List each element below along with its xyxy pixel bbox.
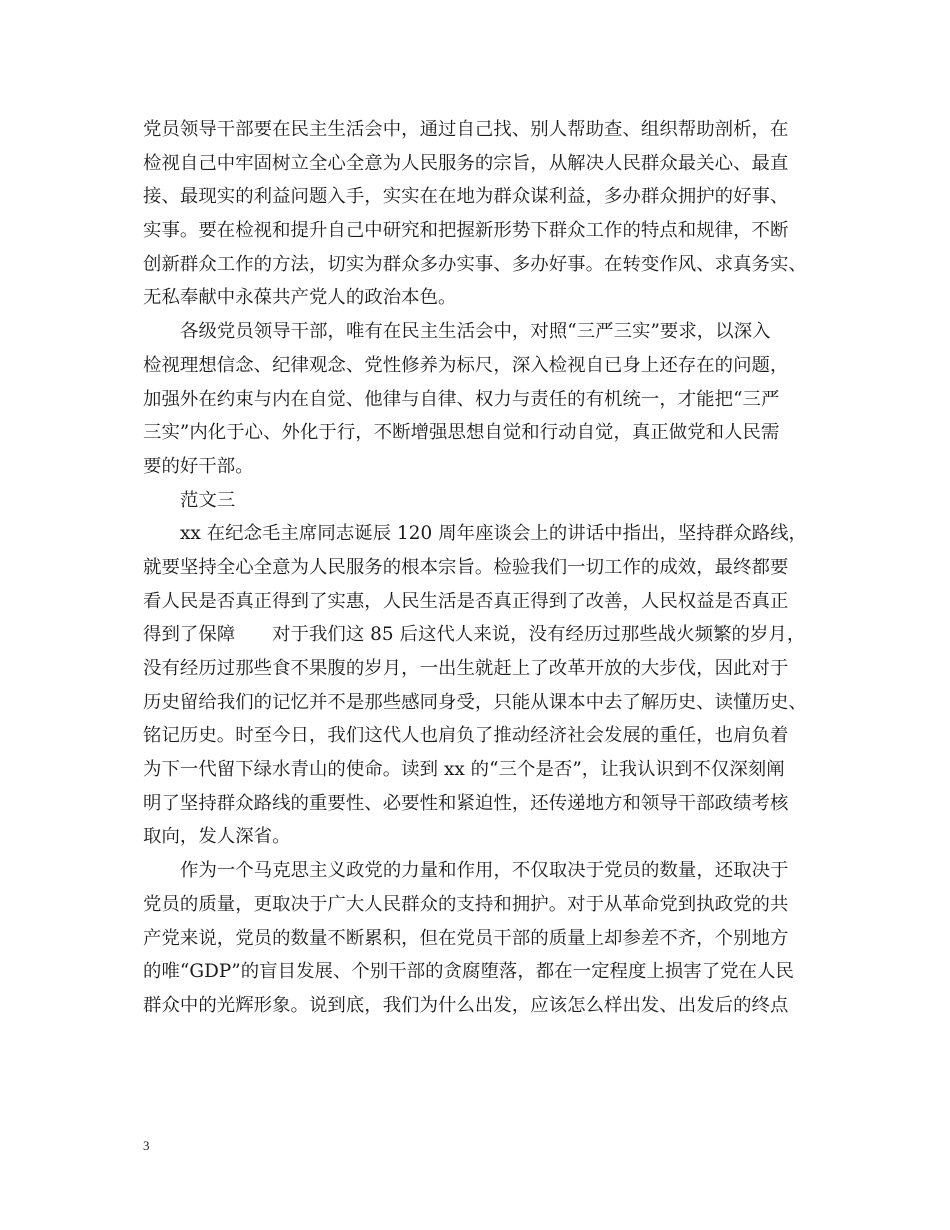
document-body [143, 113, 833, 1023]
text-line: 产党来说，党员的数量不断累积，但在党员干部的质量上却参差不齐，个别地方 [143, 927, 789, 949]
text-line: 的唯“GDP”的盲目发展、个别干部的贪腐堕落，都在一定程度上损害了党在人民 [143, 961, 794, 983]
text-line: 党员领导干部要在民主生活会中，通过自己找、别人帮助查、组织帮助剖析，在 [143, 119, 789, 140]
text-line: 党员的质量，更取决于广大人民群众的支持和拥护。对于从革命党到执政党的共 [143, 893, 789, 915]
text-line: 各级党员领导干部，唯有在民主生活会中，对照“三严三实”要求，以深入 [180, 321, 771, 343]
page-number: 3 [143, 1138, 150, 1153]
text-line: 铭记历史。时至今日，我们这代人也肩负了推动经济社会发展的重任，也肩负着 [143, 725, 789, 747]
text-line: 明了坚持群众路线的重要性、必要性和紧迫性，还传递地方和领导干部政绩考核 [143, 792, 789, 814]
text-line: 范文三 [180, 489, 236, 511]
text-line: 作为一个马克思主义政党的力量和作用，不仅取决于党员的数量，还取决于 [180, 860, 789, 882]
text-line: 就要坚持全心全意为人民服务的根本宗旨。检验我们一切工作的成效，最终都要 [143, 556, 789, 578]
text-line: 看人民是否真正得到了实惠，人民生活是否真正得到了改善，人民权益是否真正 [143, 590, 789, 612]
text-line: 接、最现实的利益问题入手，实实在在地为群众谋利益，多办群众拥护的好事、 [143, 186, 789, 208]
text-line: 历史留给我们的记忆并不是那些感同身受，只能从课本中去了解历史、读懂历史、 [143, 691, 807, 713]
text-line: 为下一代留下绿水青山的使命。读到 xx 的“三个是否”，让我认识到不仅深刻阐 [143, 759, 785, 781]
text-line: 群众中的光辉形象。说到底，我们为什么出发，应该怎么样出发、出发后的终点 [143, 994, 789, 1016]
text-line: 得到了保障 对于我们这 85 后这代人来说，没有经历过那些战火频繁的岁月， [143, 624, 806, 646]
text-line: 创新群众工作的方法，切实为群众多办实事、多办好事。在转变作风、求真务实、 [143, 253, 807, 275]
text-line: 检视理想信念、纪律观念、党性修养为标尺，深入检视自已身上还存在的问题， [143, 354, 789, 376]
text-line: 要的好干部。 [143, 455, 254, 477]
text-line: 实事。要在检视和提升自己中研究和把握新形势下群众工作的特点和规律，不断 [143, 220, 789, 242]
text-line: 取向，发人深省。 [143, 826, 291, 848]
text-line: 检视自己中牢固树立全心全意为人民服务的宗旨，从解决人民群众最关心、最直 [143, 152, 789, 174]
text-line: 三实”内化于心、外化于行，不断增强思想自觉和行动自觉，真正做党和人民需 [143, 422, 780, 444]
text-line: 无私奉献中永葆共产党人的政治本色。 [143, 287, 457, 309]
text-line: xx 在纪念毛主席同志诞辰 120 周年座谈会上的讲话中指出，坚持群众路线， [180, 523, 808, 545]
text-line: 没有经历过那些食不果腹的岁月，一出生就赶上了改革开放的大步伐，因此对于 [143, 658, 789, 679]
text-line: 加强外在约束与内在自觉、他律与自律、权力与责任的有机统一，才能把“三严 [143, 388, 780, 410]
